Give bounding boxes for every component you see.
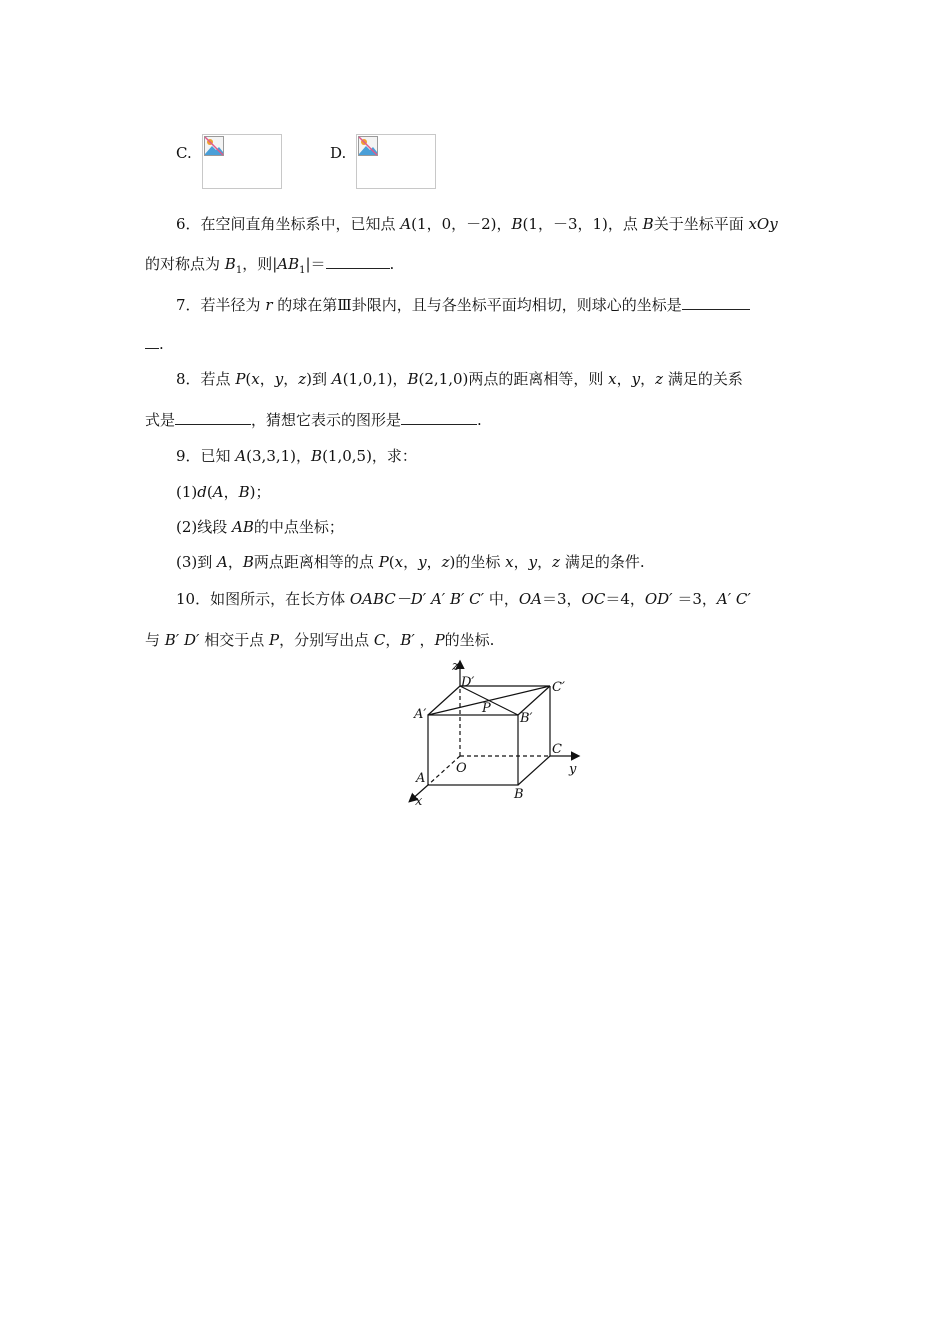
cuboid-figure — [398, 656, 588, 812]
front-face — [428, 715, 518, 785]
option-c-label: C. — [176, 144, 192, 162]
question-7-line-1: 7．若半径为 r 的球在第Ⅲ卦限内，且与各坐标平面均相切，则球心的坐标是 — [0, 295, 950, 315]
broken-image-icon — [204, 136, 224, 156]
label-b-prime: B′ — [520, 711, 533, 726]
answer-blank[interactable] — [401, 410, 477, 425]
question-6-line-1: 6．在空间直角坐标系中，已知点 A(1，0，－2)，B(1，－3，1)，点 B关于坐标平面 xOy — [176, 215, 778, 233]
question-10-line-2: 与 B′ D′ 相交于点 P，分别写出点 C，B′ ，P的坐标. — [145, 631, 495, 649]
label-p: P — [482, 701, 491, 716]
label-o: O — [456, 761, 467, 776]
answer-blank[interactable] — [682, 295, 750, 310]
label-a-prime: A′ — [414, 707, 427, 722]
question-9-sub-2: (2)线段 AB的中点坐标； — [176, 518, 344, 536]
label-z: z — [452, 659, 459, 674]
answer-blank[interactable] — [175, 410, 251, 425]
option-d-label: D. — [330, 144, 347, 162]
question-9-sub-1: (1)d(A，B)； — [176, 483, 271, 501]
answer-blank-continued[interactable] — [145, 334, 159, 349]
answer-blank[interactable] — [326, 254, 390, 269]
question-8-line-1: 8．若点 P(x，y，z)到 A(1,0,1)，B(2,1,0)两点的距离相等，则 x，y，z 满足的关系 — [176, 370, 743, 388]
option-d-image — [356, 134, 436, 189]
label-a: A — [416, 771, 426, 786]
question-9-line-1: 9．已知 A(3,3,1)，B(1,0,5)，求： — [176, 447, 417, 465]
question-10-line-1: 10．如图所示，在长方体 OABC－D′ A′ B′ C′ 中，OA＝3，OC＝4，OD′ ＝3，A′ C′ — [176, 590, 751, 608]
label-x: x — [415, 794, 423, 809]
question-8-line-2: 式是 ，猜想它表示的图形是 . — [145, 411, 482, 429]
label-b: B — [514, 787, 524, 802]
edge-bc — [518, 756, 550, 785]
question-7-line-2: . — [0, 334, 950, 354]
broken-image-icon — [358, 136, 378, 156]
question-9-sub-3: (3)到 A，B两点距离相等的点 P(x，y，z)的坐标 x，y，z 满足的条件. — [176, 553, 645, 571]
label-c: C — [552, 742, 562, 757]
label-y: y — [569, 762, 577, 777]
question-6-line-2: 的对称点为 $B_1$，则$|AB_1|=$ . — [145, 255, 395, 276]
option-c-image — [202, 134, 282, 189]
label-c-prime: C′ — [552, 680, 565, 695]
label-d-prime: D′ — [461, 675, 475, 690]
